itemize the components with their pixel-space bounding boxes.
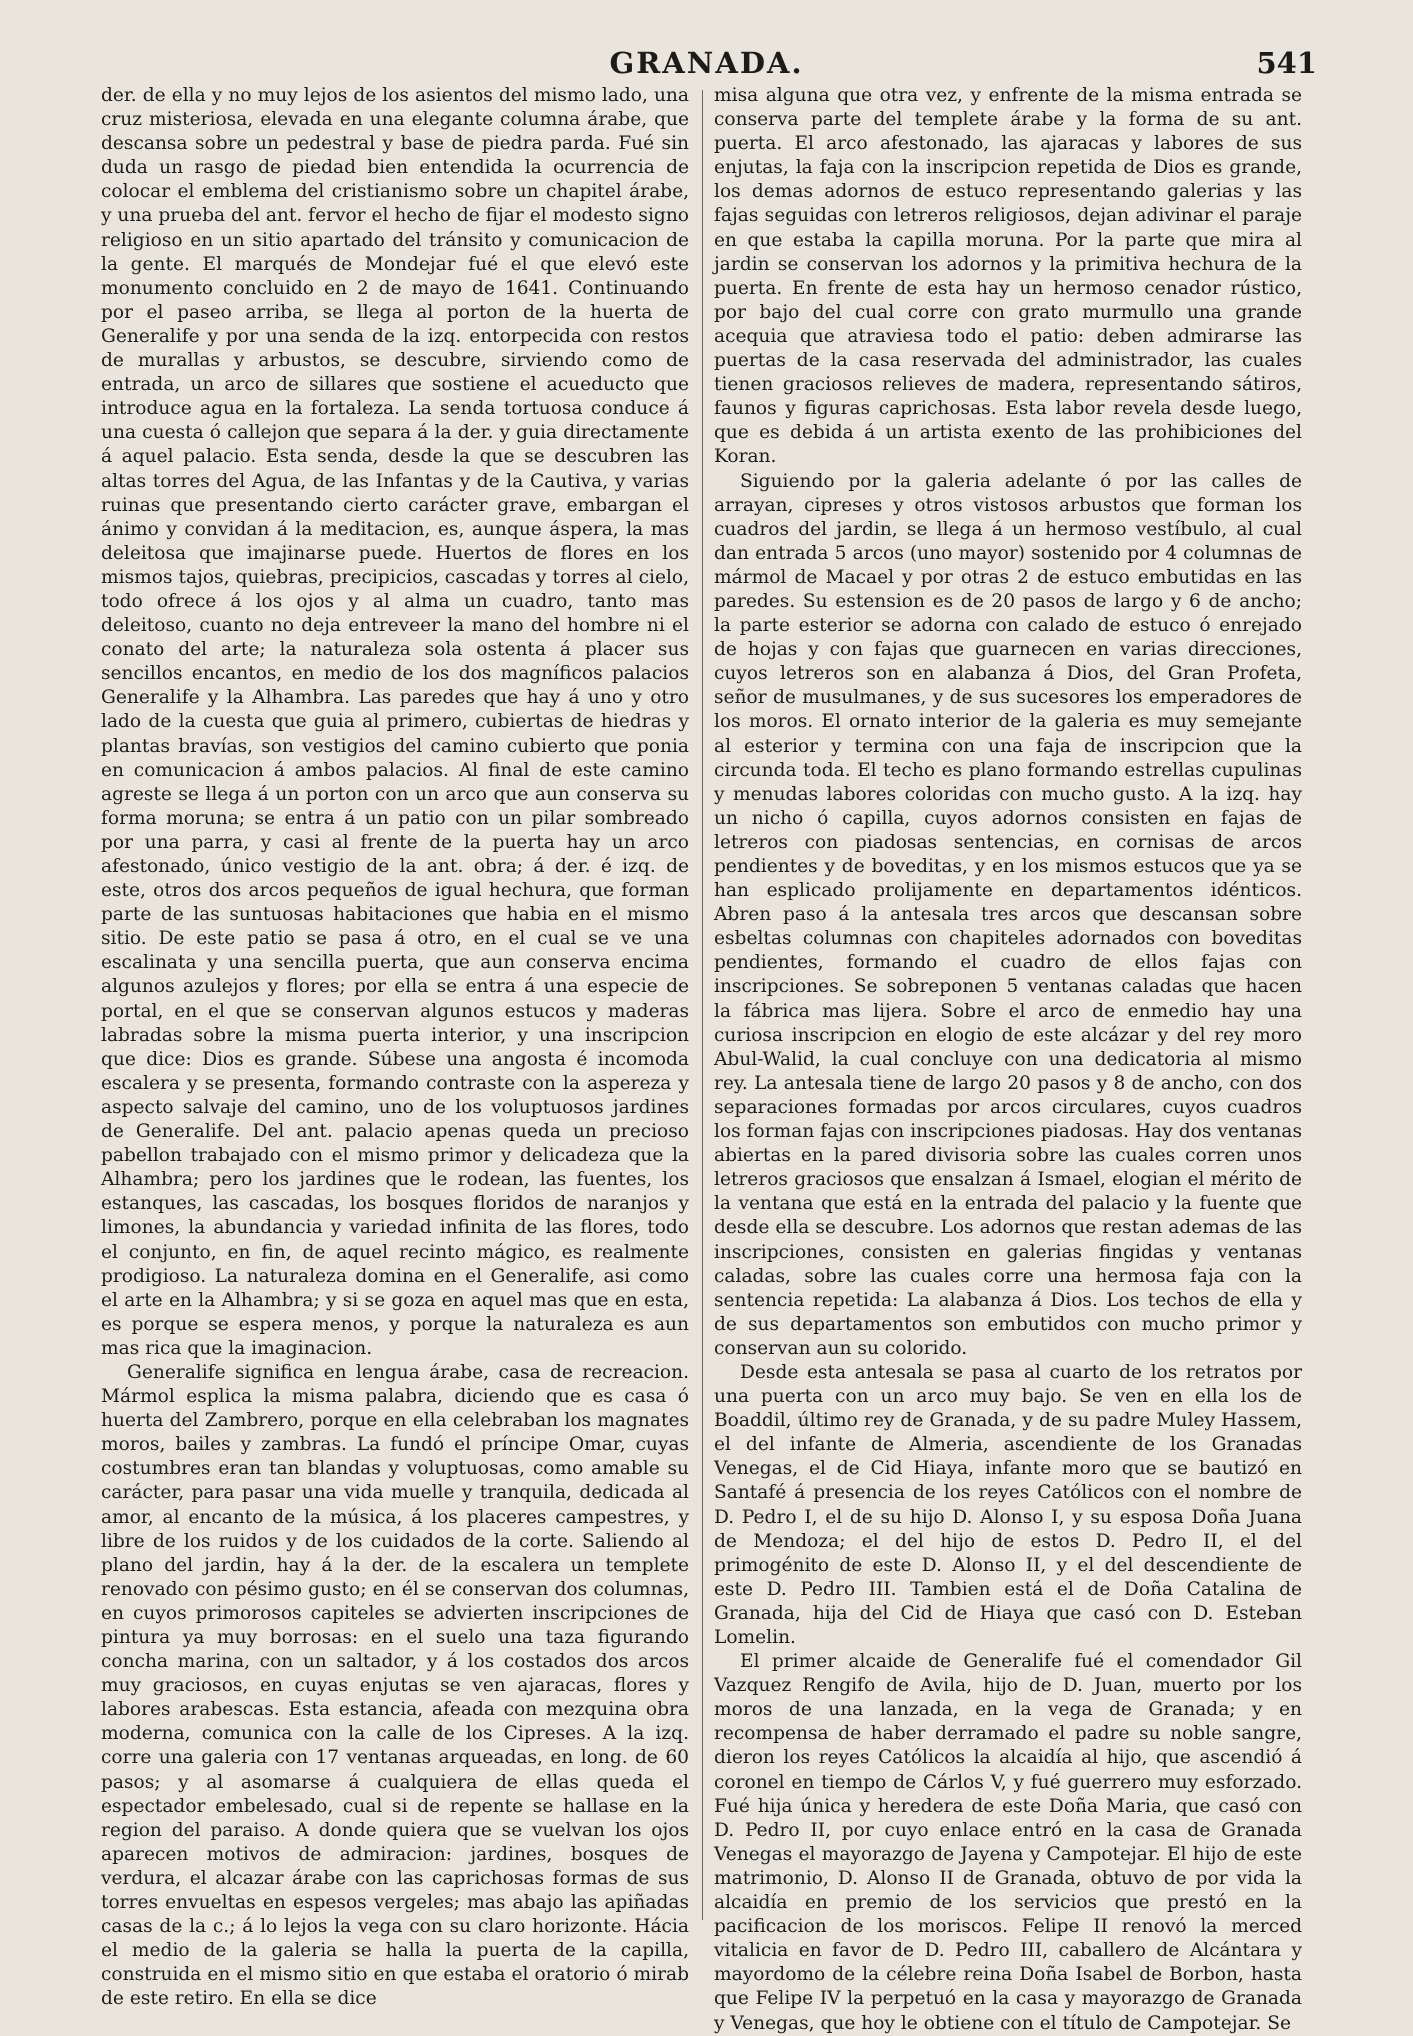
paragraph: Desde esta antesala se pasa al cuarto de los retratos por una puerta con un arco muy bajo. Se ven en ella los de Boaddil, último rey de Granada, y de su padre Muley Hassem, el del infante de Almeria, ascendiente de los Granadas Venegas, el de Cid Hiaya, infante moro que se bautizó en Santafé á presencia de los reyes Católicos con el nombre de D. Pedro I, el de su hijo D. Alonso I, y su esposa Doña Juana de Mendoza; el del hijo de estos D. Pedro II, el del primogénito de este D. Alonso II, y el del descendiente de este D. Pedro III. Tambien está el de Doña Catalina de Granada, hija del Cid de Hiaya que casó con D. Esteban Lomelin. (714, 1361, 1302, 1648)
paragraph: misa alguna que otra vez, y enfrente de la misma entrada se conserva parte del templete árabe y la forma de su ant. puerta. El arco afestonado, las ajaracas y labores de sus enjutas, la faja con la inscripcion repetida de Dios es grande, los demas adornos de estuco representando galerias y las fajas seguidas con letreros religiosos, dejan adivinar el paraje en que estaba la capilla moruna. Por la parte que mira al jardin se conservan los adornos y la primitiva hechura de la puerta. En frente de esta hay un hermoso cenador rústico, por bajo del cual corre con grato murmullo una grande acequia que atraviesa todo el patio: deben admirarse las puertas de la casa reservada del administrador, las cuales tienen graciosos relieves de madera, representando sátiros, faunos y figuras caprichosas. Esta labor revela desde luego, que es debida á un artista exento de las prohibiciones del Koran. (714, 85, 1302, 468)
right-column (714, 84, 1302, 2034)
page-title: GRANADA. (609, 46, 804, 80)
paragraph: Generalife significa en lengua árabe, casa de recreacion. Mármol esplica la misma palabra, diciendo que es casa ó huerta del Zambrero, porque en ella celebraban los magnates moros, bailes y zambras. La fundó el príncipe Omar, cuyas costumbres eran tan blandas y voluptuosas, como amable su carácter, para pasar una vida muelle y tranquila, dedicada al amor, al encanto de la música, á los placeres campestres, y libre de los ruidos y de los cuidados de la corte. Saliendo al plano del jardin, hay á la der. de la escalera un templete renovado con pésimo gusto; en él se conservan dos columnas, en cuyos primorosos capiteles se advierten inscripciones de pintura ya muy borrosas: en el suelo una taza figurando concha marina, con un saltador, y á los costados dos arcos muy graciosos, en cuyas enjutas se ven ajaracas, flores y labores arabescas. Esta estancia, afeada con mezquina obra moderna, comunica con la calle de los Cipreses. A la izq. corre una galeria con 17 ventanas arqueadas, en long. de 60 pasos; y al asomarse á cualquiera de ellas queda el espectador embelesado, cual si de repente se hallase en la region del paraiso. A donde quiera que se vuelvan los ojos aparecen motivos de admiracion: jardines, bosques de verdura, el alcazar árabe con las caprichosas formas de sus torres envueltas en espesos vergeles; mas abajo las apiñadas casas de la c.; á lo lejos la vega con su claro horizonte. Hácia el medio de la galeria se halla la puerta de la capilla, construida en el mismo sitio en que estaba el oratorio ó mirab de este retiro. En ella se dice (101, 1361, 689, 2010)
paragraph: der. de ella y no muy lejos de los asientos del mismo lado, una cruz misteriosa, elevada en una elegante columna árabe, que descansa sobre un pedestral y base de piedra parda. Fué sin duda un rasgo de piedad bien entendida la ocurrencia de colocar el emblema del cristianismo sobre un chapitel árabe, y una prueba del ant. fervor el hecho de fijar el modesto signo religioso en un sitio apartado del tránsito y comunicacion de la gente. El marqués de Mondejar fué el que elevó este monumento concluido en 2 de mayo de 1641. Continuando por el paseo arriba, se llega al porton de la huerta de Generalife y por una senda de la izq. entorpecida con restos de murallas y arbustos, se descubre, sirviendo como de entrada, un arco de sillares que sostiene el acueducto que introduce agua en la fortaleza. La senda tortuosa conduce á una cuesta ó callejon que separa á la der. y guia directamente á aquel palacio. Esta senda, desde la que se descubren las altas torres del Agua, de las Infantas y de la Cautiva, y varias ruinas que presentando cierto carácter grave, embargan el ánimo y convidan á la meditacion, es, aunque áspera, la mas deleitosa que imajinarse puede. Huertos de flores en los mismos tajos, quiebras, precipicios, cascadas y torres al cielo, todo ofrece á los ojos y al alma un cuadro, tanto mas deleitoso, cuanto no deja entreveer la mano del hombre ni el conato del arte; la naturaleza sola ostenta á placer sus sencillos encantos, en medio de los dos magníficos palacios Generalife y la Alhambra. Las paredes que hay á uno y otro lado de la cuesta que guia al primero, cubiertas de hiedras y plantas bravías, son vestigios del camino cubierto que ponia en comunicacion á ambos palacios. Al final de este camino agreste se llega á un porton con un arco que aun conserva su forma moruna; se entra á un patio con un pilar sombreado por una parra, y casi al frente de la puerta hay un arco afestonado, único vestigio de la ant. obra; á der. é izq. de este, otros dos arcos pequeños de igual hechura, que forman parte de las suntuosas habitaciones que habia en el mismo sitio. De este patio se pasa á otro, en el cual se ve una escalinata y una sencilla puerta, que aun conserva encima algunos azulejos y flores; por ella se entra á una especie de portal, en el que se conservan algunos estucos y maderas labradas sobre la misma puerta interior, y una inscripcion que dice: Dios es grande. Súbese una angosta é incomoda escalera y se presenta, formando contraste con la aspereza y aspecto salvaje del camino, uno de los voluptuosos jardines de Generalife. Del ant. palacio apenas queda un precioso pabellon trabajado con el mismo primor y delicadeza que la Alhambra; pero los jardines que le rodean, las fuentes, los estanques, las cascadas, los bosques floridos de naranjos y limones, la abundancia y variedad infinita de las flores, todo el conjunto, en fin, de aquel recinto mágico, es realmente prodigioso. La naturaleza domina en el Generalife, asi como el arte en la Alhambra; y si se goza en aquel mas que en esta, es porque se espera menos, y porque la naturaleza es aun mas rica que la imaginacion. (101, 85, 689, 1359)
running-header (96, 46, 1317, 86)
left-column (101, 84, 689, 2010)
paragraph: El primer alcaide de Generalife fué el comendador Gil Vazquez Rengifo de Avila, hijo de D. Juan, muerto por los moros de una lanzada, en la vega de Granada; y en recompensa de haber derramado el padre su noble sangre, dieron los reyes Católicos la alcaidía al hijo, que ascendió á coronel en tiempo de Cárlos V, y fué guerrero muy esforzado. Fué hija única y heredera de este Doña Maria, que casó con D. Pedro II, por cuyo enlace entró en la casa de Granada Venegas el mayorazgo de Jayena y Campotejar. El hijo de este matrimonio, D. Alonso II de Granada, obtuvo de por vida la alcaidía en premio de los servicios que prestó en la pacificacion de los moriscos. Felipe II renovó la merced vitalicia en favor de D. Pedro III, caballero de Alcántara y mayordomo de la célebre reina Doña Isabel de Borbon, hasta que Felipe IV la perpetuó en la casa y mayorazgo de Granada y Venegas, que hoy le obtiene con el título de Campotejar. Se (714, 1651, 1302, 2034)
paragraph: Siguiendo por la galeria adelante ó por las calles de arrayan, cipreses y otros vistosos arbustos que forman los cuadros del jardin, se llega á un hermoso vestíbulo, al cual dan entrada 5 arcos (uno mayor) sostenido por 4 columnas de mármol de Macael y por otras 2 de estuco embutidas en las paredes. Su estension es de 20 pasos de largo y 6 de ancho; la parte esterior se adorna con calado de estuco ó enrejado de hojas y con fajas que guarnecen en varias direcciones, cuyos letreros son en alabanza á Dios, del Gran Profeta, señor de musulmanes, y de sus sucesores los emperadores de los moros. El ornato interior de la galeria es muy semejante al esterior y termina con una faja de inscripcion que la circunda toda. El techo es plano formando estrellas cupulinas y menudas labores coloridas con mucho gusto. A la izq. hay un nicho ó capilla, cuyos adornos consisten en fajas de letreros con piadosas sentencias, en cornisas de arcos pendientes y de boveditas, y en los mismos estucos que ya se han esplicado prolijamente en departamentos idénticos. Abren paso á la antesala tres arcos que descansan sobre esbeltas columnas con chapiteles adornados con boveditas pendientes, formando el cuadro de ellos fajas con inscripciones. Se sobreponen 5 ventanas caladas que hacen la fábrica mas lijera. Sobre el arco de enmedio hay una curiosa inscripcion en elogio de este alcázar y del rey moro Abul-Walid, la cual concluye con una dedicatoria al mismo rey. La antesala tiene de largo 20 pasos y 8 de ancho, con dos separaciones formadas por arcos circulares, cuyos cuadros los forman fajas con inscripciones piadosas. Hay dos ventanas abiertas en la pared divisoria sobre las cuales corren unos letreros graciosos que ensalzan á Ismael, elogian el mérito de la ventana que está en la entrada del palacio y la fuente que desde ella se descubre. Los adornos que restan ademas de las inscripciones, consisten en galerias fingidas y ventanas caladas, sobre las cuales corre una hermosa faja con la sentencia repetida: La alabanza á Dios. Los techos de ella y de sus departamentos son embutidos con mucho primor y conservan aun su colorido. (714, 470, 1302, 1359)
column-divider (702, 90, 703, 1920)
page-number: 541 (1256, 46, 1317, 80)
